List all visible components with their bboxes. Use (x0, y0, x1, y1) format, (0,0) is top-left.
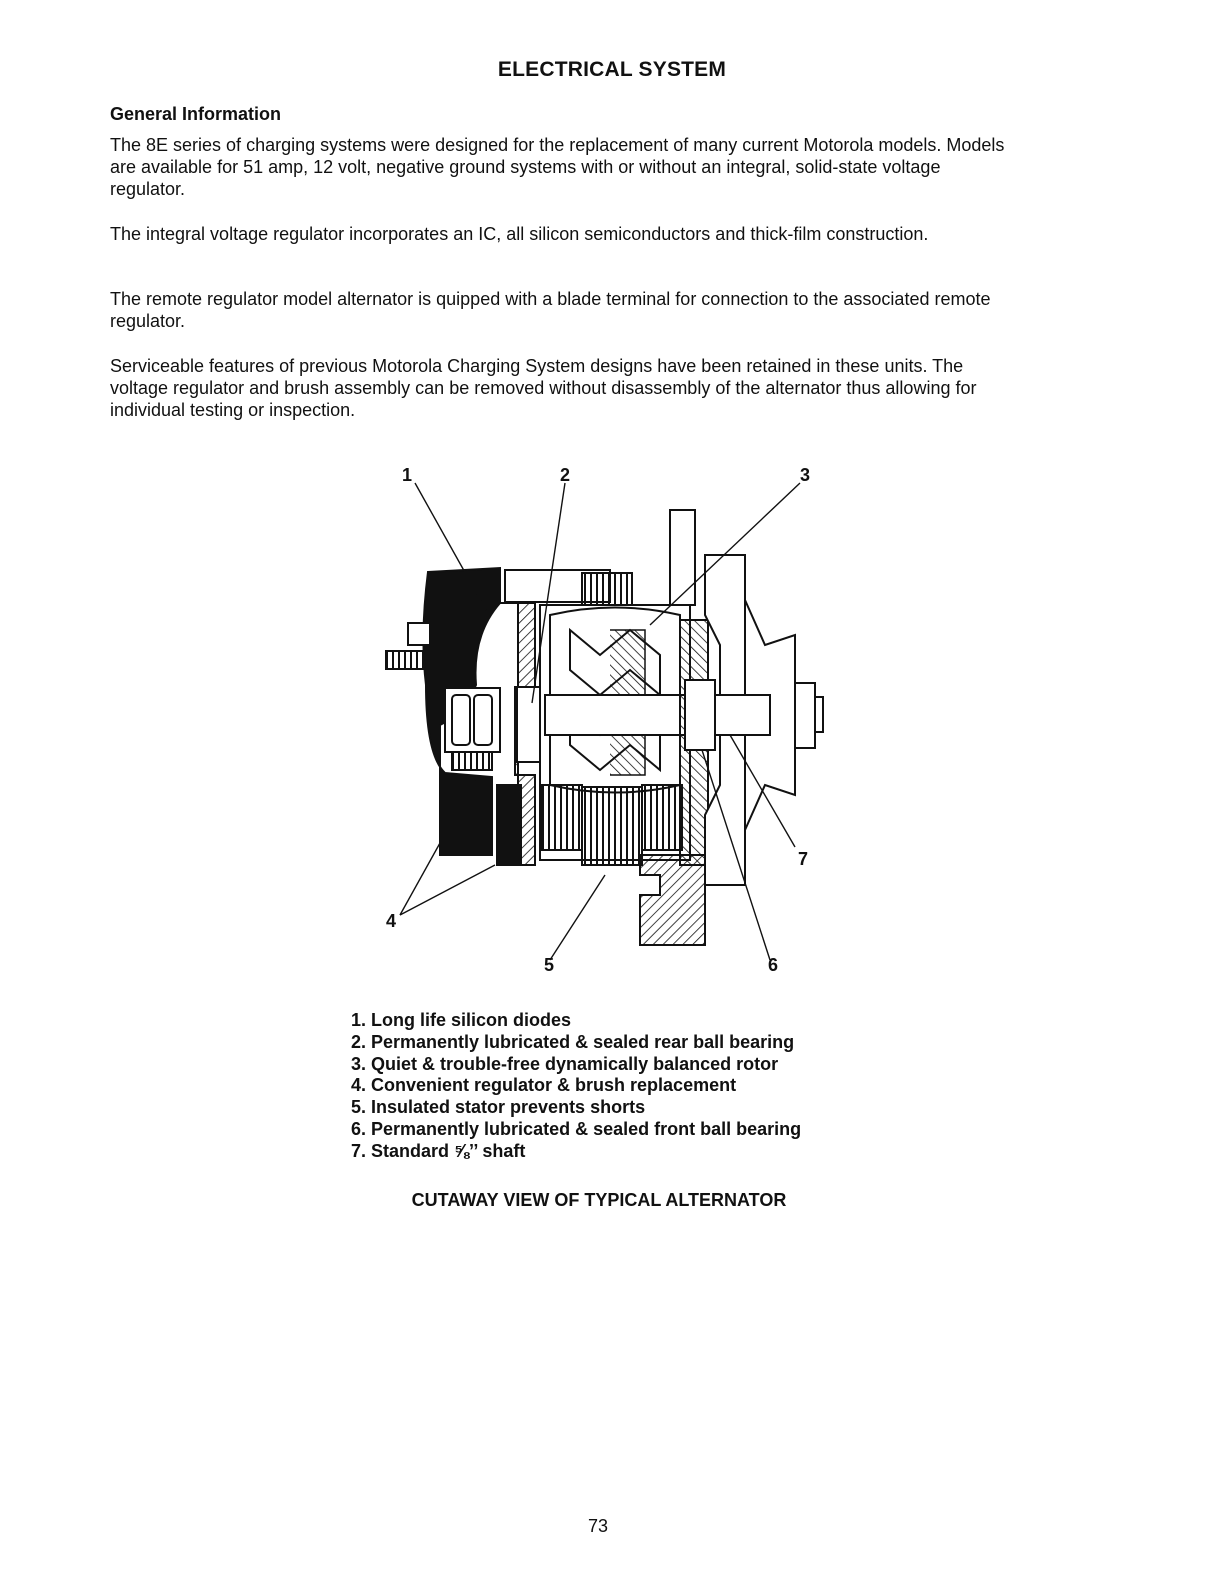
alternator-cutaway-drawing (360, 455, 840, 990)
front-mount-ear (670, 510, 695, 605)
legend-item: 3. Quiet & trouble-free dynamically balanced rotor (351, 1053, 779, 1074)
rear-terminal-stud (408, 623, 430, 645)
callout-3: 3 (800, 465, 811, 485)
stator-windings-right (642, 785, 682, 850)
page-number: 73 (587, 1516, 609, 1536)
callout-1: 1 (402, 465, 413, 485)
figure-caption: CUTAWAY VIEW OF TYPICAL ALTERNATOR (411, 1190, 787, 1210)
legend-item: 5. Insulated stator prevents shorts (351, 1097, 646, 1118)
rotor-shaft-core (545, 695, 690, 735)
stator-laminations (582, 787, 642, 865)
shaft (715, 695, 770, 735)
section-heading: General Information (110, 104, 282, 124)
paragraph-serviceable-features: Serviceable features of previous Motorola Charging System designs have been retained in these units. The voltage regulator and brush assembly can be removed without disassembly of the alternator thus allowing for individual testing or inspection. (110, 356, 977, 420)
alternator-cutaway-figure (360, 455, 840, 990)
front-bearing (685, 680, 715, 750)
leader-5 (550, 875, 605, 960)
paragraph-regulator: The integral voltage regulator incorporates an IC, all silicon semiconductors and thick-film construction. (110, 224, 929, 244)
callout-4: 4 (386, 911, 397, 931)
paragraph-series-overview: The 8E series of charging systems were designed for the replacement of many current Motorola models. Models are available for 51 amp, 12 volt, negative ground systems with or without an integral, solid-state voltage regulator. (110, 135, 1005, 199)
callout-7: 7 (798, 849, 809, 869)
figure-legend (351, 1010, 801, 1163)
legend-item: 2. Permanently lubricated & sealed rear ball bearing (351, 1031, 795, 1052)
rear-terminal-nut (386, 651, 432, 669)
legend-item: 6. Permanently lubricated & sealed front ball bearing (351, 1118, 802, 1139)
front-mount-lower (640, 855, 705, 945)
callout-5: 5 (544, 955, 555, 975)
shaft-washer (815, 697, 823, 732)
brush-holder (452, 752, 492, 770)
shaft-nut (795, 683, 815, 748)
legend-item: 4. Convenient regulator & brush replacement (351, 1075, 737, 1096)
stator-windings-left (542, 785, 582, 850)
paragraph-remote-regulator: The remote regulator model alternator is quipped with a blade terminal for connection to the associated remote regulator. (110, 289, 991, 331)
alternator-body (386, 510, 823, 945)
page-title: ELECTRICAL SYSTEM (497, 58, 727, 81)
callout-6: 6 (768, 955, 779, 975)
legend-item: 7. Standard ⅝’’ shaft (351, 1140, 526, 1161)
callout-2: 2 (560, 465, 571, 485)
legend-item: 1. Long life silicon diodes (351, 1010, 572, 1030)
